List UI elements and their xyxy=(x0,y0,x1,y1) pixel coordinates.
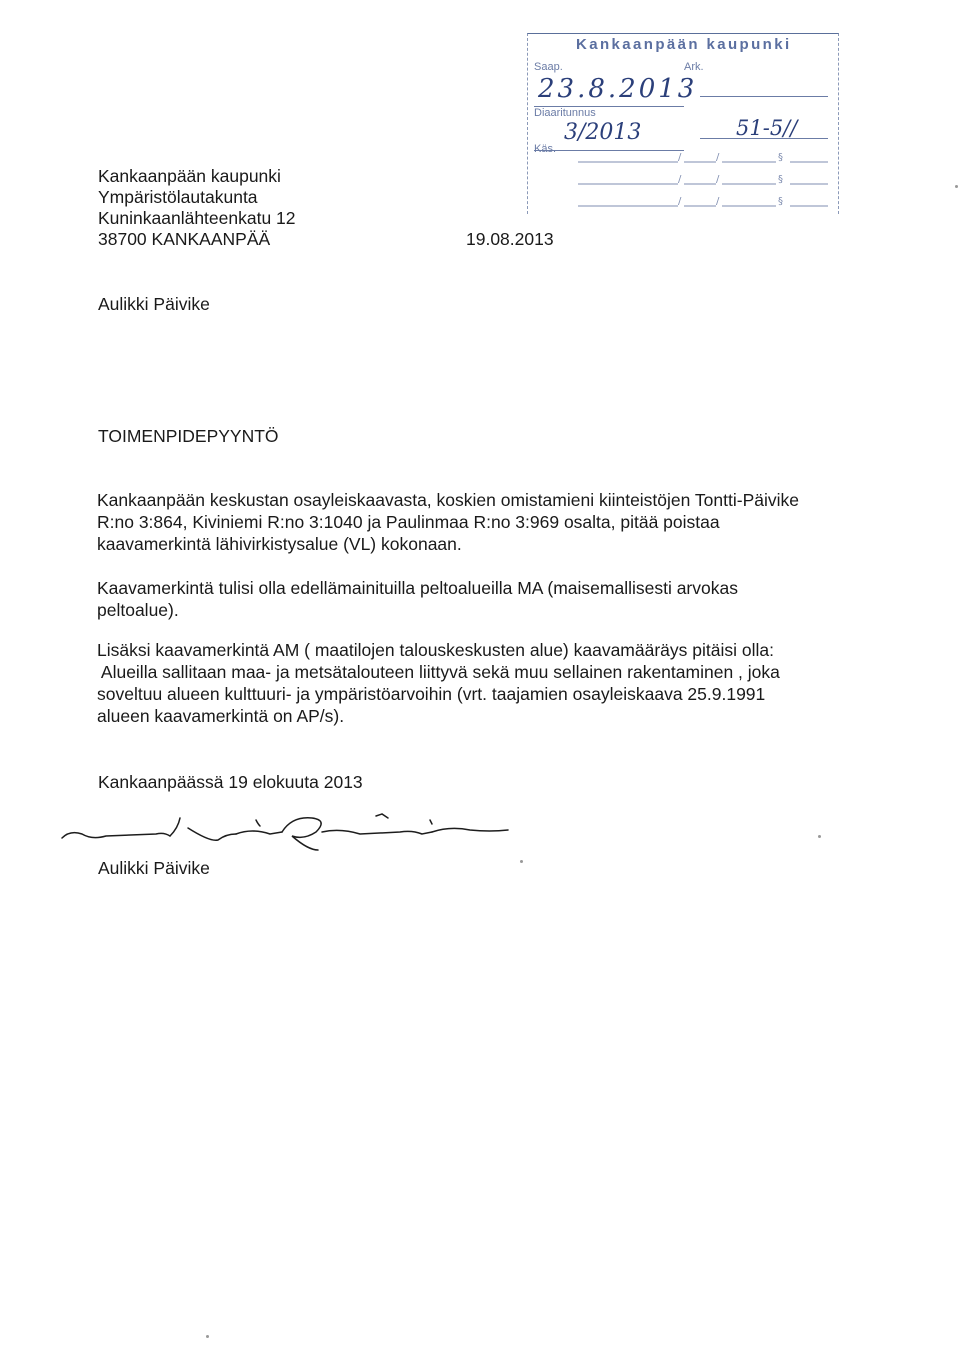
svg-text:/: / xyxy=(678,152,682,163)
stamp-diaari-value: 3/2013 xyxy=(564,120,642,145)
svg-text:/: / xyxy=(678,196,682,207)
body-paragraph-2: Kaavamerkintä tulisi olla edellämainituilla peltoalueilla MA (maisemallisesti arvokas peltoalue). xyxy=(97,578,738,620)
letter-date: 19.08.2013 xyxy=(466,229,554,249)
svg-text:/: / xyxy=(716,196,720,207)
closing-place-date: Kankaanpäässä 19 elokuuta 2013 xyxy=(98,772,363,792)
stamp-form-lines xyxy=(528,34,838,214)
svg-text:§: § xyxy=(778,196,783,207)
handwritten-signature xyxy=(60,810,520,860)
body-paragraph-1: Kankaanpään keskustan osayleiskaavasta, koskien omistamieni kiinteistöjen Tontti-Päivike R:no 3:864, Kiviniemi R:no 3:1040 ja Paulinmaa R:no 3:969 osalta, pitää poistaa kaavamerkintä lähivirkistysalue (VL) kokonaan. xyxy=(97,490,799,554)
signature-name: Aulikki Päivike xyxy=(98,858,210,878)
recipient-line-1: Kankaanpään kaupunki xyxy=(98,166,281,186)
stamp-title: Kankaanpään kaupunki xyxy=(576,36,792,53)
recipient-address xyxy=(98,166,296,250)
stamp-diaari-label: Diaaritunnus xyxy=(534,107,596,119)
svg-text:/: / xyxy=(678,174,682,185)
recipient-line-3: Kuninkaanlähteenkatu 12 xyxy=(98,208,296,228)
body-paragraph-3: Lisäksi kaavamerkintä AM ( maatilojen talouskeskusten alue) kaavamääräys pitäisi olla: Alueilla sallitaan maa- ja metsätalouteen liittyvä sekä muu sellainen rakentaminen , joka soveltuu alueen kulttuuri- ja ympäristöarvoihin (vrt. taajamien osayleiskaava 25.9.1991 alueen kaavamerkintä on AP/s). xyxy=(97,640,780,726)
stamp-kas-label: Käs. xyxy=(534,143,557,155)
recipient-line-4: 38700 KANKAANPÄÄ xyxy=(98,229,271,249)
svg-text:§: § xyxy=(778,152,783,163)
letter-subject: TOIMENPIDEPYYNTÖ xyxy=(98,426,279,446)
stamp-ark-label: Ark. xyxy=(684,61,704,73)
stamp-handwritten-date: 23.8.2013 xyxy=(538,74,698,104)
svg-text:/: / xyxy=(716,174,720,185)
registry-stamp xyxy=(527,33,839,214)
stamp-section-value: 51-5// xyxy=(736,116,798,140)
recipient-line-2: Ympäristölautakunta xyxy=(98,187,258,207)
stamp-saap-label: Saap. xyxy=(534,61,563,73)
sender-name: Aulikki Päivike xyxy=(98,294,210,314)
svg-text:§: § xyxy=(778,174,783,185)
svg-text:/: / xyxy=(716,152,720,163)
